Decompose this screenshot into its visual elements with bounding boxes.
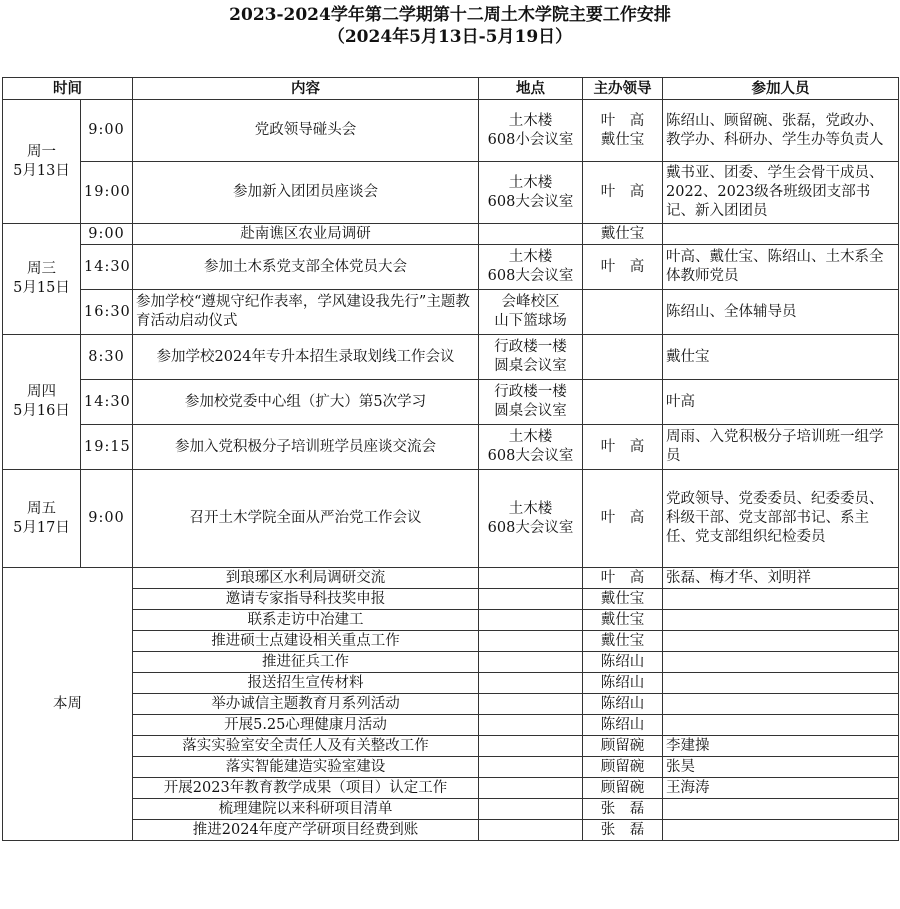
leader-cell: 张 磊: [583, 820, 663, 841]
participants-cell: [663, 715, 899, 736]
content-cell: 参加入党积极分子培训班学员座谈交流会: [133, 425, 479, 470]
table-row: [3, 162, 899, 224]
place-cell: [479, 380, 583, 425]
schedule-table: [2, 77, 899, 841]
table-row: [3, 610, 899, 631]
day-cell: [3, 335, 81, 470]
table-row: [3, 335, 899, 380]
header-place: 地点: [479, 78, 583, 100]
header-leader: 主办领导: [583, 78, 663, 100]
table-row: [3, 757, 899, 778]
leader-line: 戴仕宝: [600, 131, 645, 148]
time-cell: 14:30: [81, 380, 133, 425]
place-line: 圆桌会议室: [494, 358, 567, 374]
table-row: [3, 100, 899, 162]
place-cell: [479, 715, 583, 736]
day-date: 5月13日: [13, 162, 70, 179]
leader-cell: 叶 高: [583, 162, 663, 224]
participants-cell: [663, 652, 899, 673]
content-cell: 召开土木学院全面从严治党工作会议: [133, 470, 479, 568]
table-row: [3, 380, 899, 425]
leader-cell: 戴仕宝: [583, 610, 663, 631]
place-cell: [479, 736, 583, 757]
day-name: 周一: [27, 143, 56, 160]
time-cell: 14:30: [81, 245, 133, 290]
place-cell: [479, 799, 583, 820]
content-cell: 推进征兵工作: [133, 652, 479, 673]
place-line: 行政楼一楼: [494, 339, 567, 355]
leader-cell: 陈绍山: [583, 652, 663, 673]
participants-cell: [663, 820, 899, 841]
place-line: 608大会议室: [487, 448, 574, 464]
table-row: [3, 425, 899, 470]
leader-cell: 顾留碗: [583, 757, 663, 778]
content-cell: 邀请专家指导科技奖申报: [133, 589, 479, 610]
content-cell: 开展2023年教育教学成果（项目）认定工作: [133, 778, 479, 799]
document-header: [0, 0, 900, 48]
leader-cell: 张 磊: [583, 799, 663, 820]
table-row: [3, 290, 899, 335]
place-cell: [479, 652, 583, 673]
content-cell: 推进硕士点建设相关重点工作: [133, 631, 479, 652]
table-row: [3, 470, 899, 568]
participants-cell: 叶高: [663, 380, 899, 425]
leader-cell: 戴仕宝: [583, 589, 663, 610]
table-row: [3, 715, 899, 736]
leader-cell: 戴仕宝: [583, 631, 663, 652]
table-row: [3, 673, 899, 694]
place-cell: [479, 568, 583, 589]
participants-cell: 王海涛: [663, 778, 899, 799]
place-line: 土木楼: [508, 249, 553, 265]
place-line: 圆桌会议室: [494, 403, 567, 419]
leader-cell: [583, 290, 663, 335]
table-row: [3, 568, 899, 589]
table-row: [3, 694, 899, 715]
content-cell: 落实实验室安全责任人及有关整改工作: [133, 736, 479, 757]
time-cell: 19:15: [81, 425, 133, 470]
place-cell: [479, 290, 583, 335]
place-line: 土木楼: [508, 112, 553, 129]
leader-cell: 陈绍山: [583, 715, 663, 736]
participants-cell: [663, 610, 899, 631]
content-cell: 举办诚信主题教育月系列活动: [133, 694, 479, 715]
content-cell: 报送招生宣传材料: [133, 673, 479, 694]
time-cell: 9:00: [81, 470, 133, 568]
day-cell: [3, 100, 81, 224]
place-line: 608小会议室: [487, 131, 574, 148]
header-participants: 参加人员: [663, 78, 899, 100]
participants-cell: [663, 799, 899, 820]
place-cell: [479, 757, 583, 778]
time-cell: 9:00: [81, 100, 133, 162]
participants-cell: 李建操: [663, 736, 899, 757]
table-row: [3, 652, 899, 673]
content-cell: 赴南谯区农业局调研: [133, 224, 479, 245]
day-cell: [3, 470, 81, 568]
place-line: 土木楼: [508, 429, 553, 445]
place-line: 土木楼: [508, 174, 553, 191]
leader-cell: 戴仕宝: [583, 224, 663, 245]
place-cell: [479, 224, 583, 245]
participants-cell: [663, 224, 899, 245]
participants-cell: [663, 694, 899, 715]
day-date: 5月15日: [13, 280, 70, 296]
table-row: [3, 736, 899, 757]
table-row: [3, 820, 899, 841]
day-name: 周五: [27, 500, 56, 517]
participants-cell: 周雨、入党积极分子培训班一组学员: [663, 425, 899, 470]
content-cell: 参加校党委中心组（扩大）第5次学习: [133, 380, 479, 425]
place-line: 山下篮球场: [494, 313, 567, 329]
place-cell: [479, 694, 583, 715]
table-row: [3, 224, 899, 245]
table-header-row: [3, 78, 899, 100]
place-cell: [479, 820, 583, 841]
participants-cell: 张昊: [663, 757, 899, 778]
day-date: 5月16日: [13, 403, 70, 419]
content-cell: 参加学校2024年专升本招生录取划线工作会议: [133, 335, 479, 380]
place-cell: [479, 245, 583, 290]
table-row: [3, 631, 899, 652]
participants-cell: 叶高、戴仕宝、陈绍山、土木系全体教师党员: [663, 245, 899, 290]
content-cell: 联系走访中冶建工: [133, 610, 479, 631]
week-label-cell: 本周: [3, 568, 133, 841]
participants-cell: 戴仕宝: [663, 335, 899, 380]
participants-cell: 张磊、梅才华、刘明祥: [663, 568, 899, 589]
place-cell: [479, 673, 583, 694]
leader-cell: [583, 335, 663, 380]
place-cell: [479, 335, 583, 380]
leader-cell: [583, 380, 663, 425]
leader-line: 叶 高: [600, 112, 645, 129]
content-cell: 参加土木系党支部全体党员大会: [133, 245, 479, 290]
content-cell: 落实智能建造实验室建设: [133, 757, 479, 778]
day-cell: [3, 224, 81, 335]
place-line: 行政楼一楼: [494, 384, 567, 400]
leader-cell: 叶 高: [583, 568, 663, 589]
participants-cell: 戴书亚、团委、学生会骨干成员、2022、2023级各班级团支部书记、新入团团员: [663, 162, 899, 224]
content-cell: 梳理建院以来科研项目清单: [133, 799, 479, 820]
time-cell: 19:00: [81, 162, 133, 224]
participants-cell: 党政领导、党委委员、纪委委员、科级干部、党支部部书记、系主任、党支部组织纪检委员: [663, 470, 899, 568]
leader-cell: 顾留碗: [583, 736, 663, 757]
place-cell: [479, 162, 583, 224]
participants-cell: 陈绍山、全体辅导员: [663, 290, 899, 335]
place-line: 608大会议室: [487, 268, 574, 284]
leader-cell: 叶 高: [583, 425, 663, 470]
leader-cell: 叶 高: [583, 470, 663, 568]
participants-cell: [663, 589, 899, 610]
place-cell: [479, 610, 583, 631]
header-content: 内容: [133, 78, 479, 100]
place-cell: [479, 425, 583, 470]
place-line: 608大会议室: [487, 519, 574, 536]
leader-cell: 顾留碗: [583, 778, 663, 799]
time-cell: 8:30: [81, 335, 133, 380]
place-cell: [479, 470, 583, 568]
table-row: [3, 799, 899, 820]
leader-cell: 陈绍山: [583, 673, 663, 694]
place-cell: [479, 631, 583, 652]
content-cell: 参加新入团团员座谈会: [133, 162, 479, 224]
place-cell: [479, 778, 583, 799]
content-cell: 开展5.25心理健康月活动: [133, 715, 479, 736]
time-cell: 9:00: [81, 224, 133, 245]
document-title: 2023-2024学年第二学期第十二周土木学院主要工作安排: [229, 5, 671, 25]
content-cell: 党政领导碰头会: [133, 100, 479, 162]
place-cell: [479, 589, 583, 610]
content-cell: 推进2024年度产学研项目经费到账: [133, 820, 479, 841]
place-line: 土木楼: [508, 500, 553, 517]
participants-cell: [663, 673, 899, 694]
participants-cell: 陈绍山、顾留碗、张磊，党政办、教学办、科研办、学生办等负责人: [663, 100, 899, 162]
content-cell: 到琅琊区水利局调研交流: [133, 568, 479, 589]
leader-cell: 叶 高: [583, 245, 663, 290]
place-line: 会峰校区: [501, 294, 560, 310]
table-row: [3, 589, 899, 610]
leader-cell: 陈绍山: [583, 694, 663, 715]
place-cell: [479, 100, 583, 162]
place-line: 608大会议室: [487, 193, 574, 210]
time-cell: 16:30: [81, 290, 133, 335]
document-subtitle: （2024年5月13日-5月19日）: [327, 27, 573, 47]
content-cell: 参加学校“遵规守纪作表率，学风建设我先行”主题教育活动启动仪式: [133, 290, 479, 335]
table-row: [3, 778, 899, 799]
day-date: 5月17日: [13, 519, 70, 536]
table-row: [3, 245, 899, 290]
day-name: 周三: [27, 261, 56, 277]
participants-cell: [663, 631, 899, 652]
leader-cell: [583, 100, 663, 162]
day-name: 周四: [27, 384, 56, 400]
header-time: 时间: [3, 78, 133, 100]
